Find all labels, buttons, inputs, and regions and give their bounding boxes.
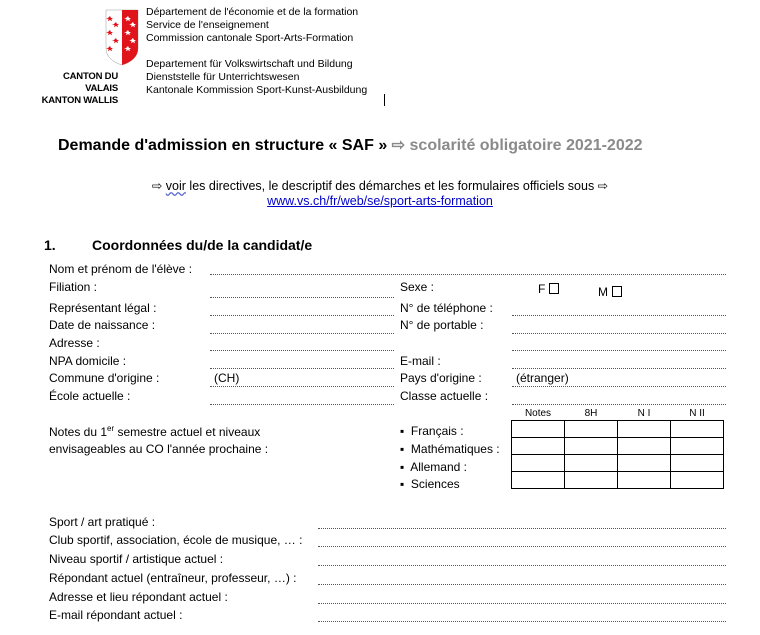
subject-francais: ▪ Français :	[400, 424, 464, 438]
sexe-f-label: F	[538, 282, 546, 296]
page-title	[58, 135, 643, 155]
notes-cell[interactable]	[671, 472, 724, 489]
pays-field[interactable]	[512, 386, 726, 387]
notes-cell[interactable]	[565, 472, 618, 489]
canton-de: KANTON WALLIS	[41, 95, 118, 106]
email-field[interactable]	[512, 368, 726, 369]
notes-cell[interactable]	[618, 455, 671, 472]
subject-label: Français :	[410, 424, 464, 438]
notes-cell[interactable]	[671, 421, 724, 438]
nom-label: Nom et prénom de l'élève :	[49, 262, 193, 276]
notes-label-sup: er	[107, 424, 115, 433]
notes-cell[interactable]	[512, 455, 565, 472]
column-header: 8H	[565, 406, 618, 421]
title-main: Demande d'admission en structure « SAF »	[58, 137, 392, 154]
notes-label-a: Notes du 1	[49, 425, 108, 439]
filiation-field[interactable]	[210, 297, 394, 298]
header-fr-line: Commission cantonale Sport-Arts-Formation	[146, 32, 354, 44]
notes-cell[interactable]	[512, 472, 565, 489]
header-fr-line: Département de l'économie et de la formation	[146, 6, 359, 18]
npa-field[interactable]	[210, 368, 394, 369]
repondant-field[interactable]	[318, 584, 726, 585]
pays-value: (étranger)	[516, 371, 569, 385]
adresse-repondant-field[interactable]	[318, 603, 726, 604]
commune-value: (CH)	[214, 371, 240, 385]
niveau-label: Niveau sportif / artistique actuel :	[49, 552, 224, 566]
sexe-m-option[interactable]	[598, 285, 622, 299]
ecole-field[interactable]	[210, 404, 394, 405]
table-row	[512, 455, 724, 472]
canton-fr: CANTON DU VALAIS	[62, 71, 118, 94]
directives-link[interactable]: www.vs.ch/fr/web/se/sport-arts-formation	[267, 194, 493, 208]
notes-label-line2: envisageables au CO l'année prochaine :	[49, 442, 269, 456]
club-label: Club sportif, association, école de musique, … :	[49, 533, 303, 547]
email-repondant-field[interactable]	[318, 621, 726, 622]
sexe-label: Sexe :	[400, 280, 435, 294]
notes-cell[interactable]	[565, 438, 618, 455]
checkbox-f[interactable]	[549, 283, 559, 294]
repondant-label: Répondant actuel (entraîneur, professeur, …) :	[49, 571, 297, 585]
subject-maths: ▪ Mathématiques :	[400, 442, 500, 456]
filiation-label: Filiation :	[49, 280, 98, 294]
header-fr	[146, 6, 358, 45]
header-de	[146, 58, 367, 97]
representant-label: Représentant légal :	[49, 301, 157, 315]
representant-field[interactable]	[210, 315, 394, 316]
section-number: 1.	[44, 237, 56, 253]
subject-sciences: ▪ Sciences	[400, 477, 460, 491]
adresse-field[interactable]	[210, 350, 394, 351]
intro-word: voir	[165, 179, 186, 193]
subject-label: Mathématiques :	[410, 442, 500, 456]
adresse-field-2[interactable]	[512, 350, 726, 351]
notes-table	[511, 406, 724, 489]
sexe-f-option[interactable]	[538, 282, 559, 296]
notes-label-line1	[49, 424, 260, 439]
arrow-right-icon: ⇨	[391, 137, 406, 154]
arrow-right-icon: ⇨	[151, 179, 166, 193]
column-header: N II	[671, 406, 724, 421]
table-row	[512, 472, 724, 489]
naissance-label: Date de naissance :	[49, 318, 156, 332]
ecole-label: École actuelle :	[49, 389, 131, 403]
notes-cell[interactable]	[565, 455, 618, 472]
intro-link-row	[0, 194, 760, 208]
valais-coat-of-arms	[104, 8, 140, 66]
canton-name	[30, 71, 118, 107]
email-label: E-mail :	[400, 354, 441, 368]
sexe-m-label: M	[598, 285, 608, 299]
table-row	[512, 438, 724, 455]
subject-allemand: ▪ Allemand :	[400, 460, 467, 474]
notes-cell[interactable]	[671, 438, 724, 455]
adresse-label: Adresse :	[49, 336, 100, 350]
intro-text	[0, 178, 760, 193]
commune-label: Commune d'origine :	[49, 371, 160, 385]
telephone-field[interactable]	[512, 315, 726, 316]
notes-cell[interactable]	[512, 421, 565, 438]
header-de-line: Departement für Volkswirtschaft und Bildung	[146, 58, 353, 70]
notes-cell[interactable]	[565, 421, 618, 438]
intro-rest: les directives, le descriptif des démarches et les formulaires officiels sous ⇨	[185, 179, 609, 193]
section-title: Coordonnées du/de la candidat/e	[92, 237, 313, 253]
title-sub: scolarité obligatoire 2021-2022	[405, 137, 643, 154]
header-de-line: Dienststelle für Unterrichtswesen	[146, 71, 300, 83]
notes-cell[interactable]	[671, 455, 724, 472]
email-repondant-label: E-mail répondant actuel :	[49, 608, 183, 622]
niveau-field[interactable]	[318, 565, 726, 566]
club-field[interactable]	[318, 546, 726, 547]
nom-field[interactable]	[210, 274, 726, 275]
notes-cell[interactable]	[618, 421, 671, 438]
portable-field[interactable]	[512, 333, 726, 334]
header-fr-line: Service de l'enseignement	[146, 19, 269, 31]
text-cursor	[384, 94, 385, 106]
notes-cell[interactable]	[512, 438, 565, 455]
notes-cell[interactable]	[618, 472, 671, 489]
table-row	[512, 421, 724, 438]
header-de-line: Kantonale Kommission Sport-Kunst-Ausbildung	[146, 84, 368, 96]
portable-label: N° de portable :	[400, 318, 484, 332]
naissance-field[interactable]	[210, 333, 394, 334]
classe-field[interactable]	[512, 404, 726, 405]
checkbox-m[interactable]	[612, 286, 622, 297]
column-header: Notes	[512, 406, 565, 421]
notes-label-b: semestre actuel et niveaux	[114, 425, 261, 439]
sport-field[interactable]	[318, 528, 726, 529]
pays-label: Pays d'origine :	[400, 371, 482, 385]
notes-header-row	[512, 406, 724, 421]
commune-field[interactable]	[210, 386, 394, 387]
telephone-label: N° de téléphone :	[400, 301, 493, 315]
npa-label: NPA domicile :	[49, 354, 127, 368]
sport-label: Sport / art pratiqué :	[49, 515, 156, 529]
notes-cell[interactable]	[618, 438, 671, 455]
subject-label: Sciences	[410, 477, 460, 491]
column-header: N I	[618, 406, 671, 421]
classe-label: Classe actuelle :	[400, 389, 489, 403]
subject-label: Allemand :	[410, 460, 467, 474]
adresse-repondant-label: Adresse et lieu répondant actuel :	[49, 590, 228, 604]
